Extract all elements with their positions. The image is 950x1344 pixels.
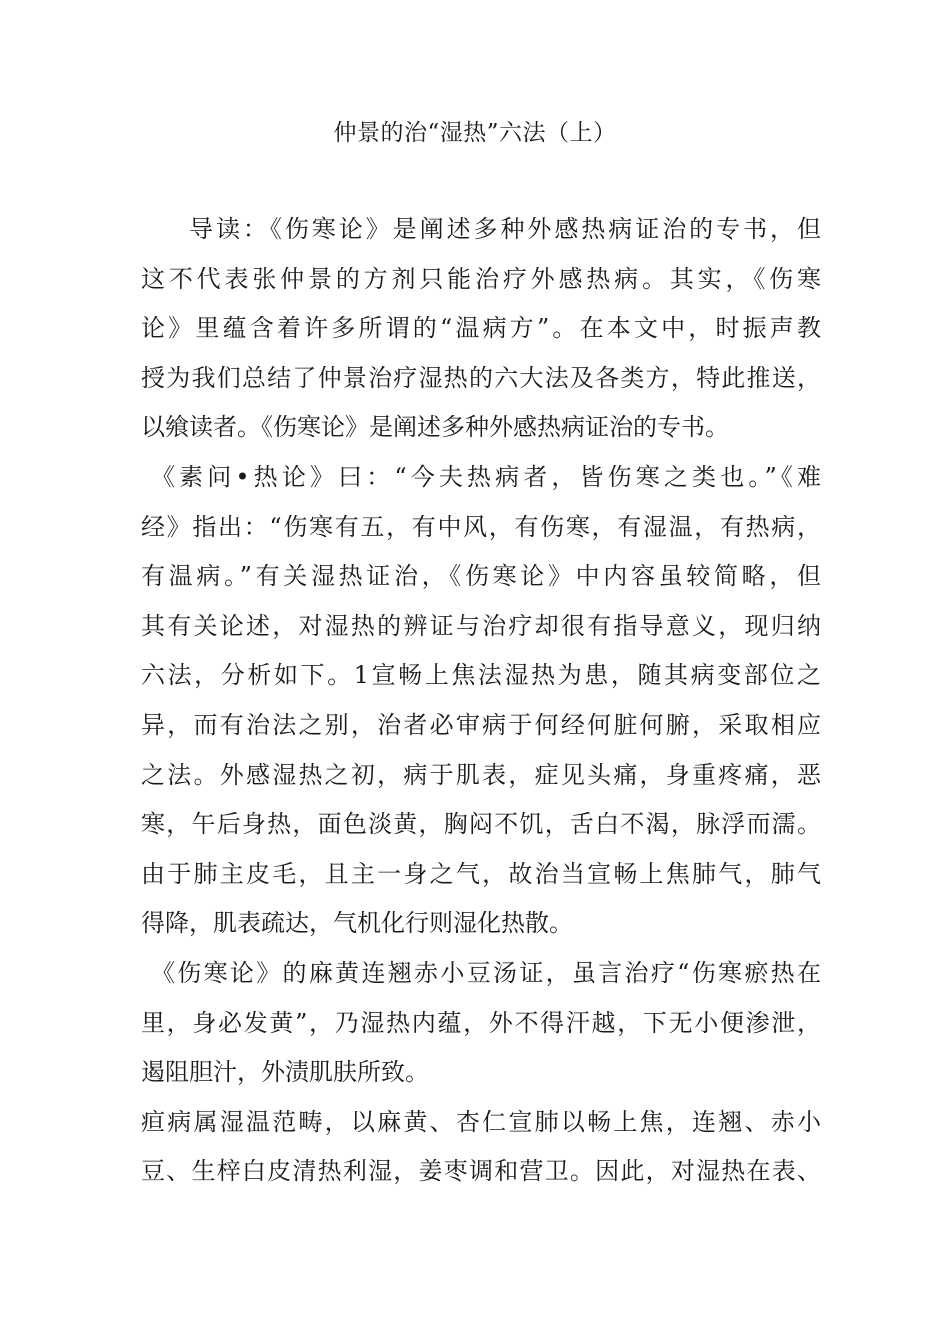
text-line-01: 导读：《伤寒论》是阐述多种外感热病证治的专书，但: [189, 215, 821, 243]
text-line-15: 得降，肌表疏达，气机化行则湿化热散。: [141, 909, 573, 938]
text-line-07: 经》指出：“伤寒有五，有中风，有伤寒，有湿温，有热病，: [141, 512, 821, 541]
text-line-03: 论》里蕴含着许多所谓的“温病方”。在本文中，时振声教: [141, 314, 821, 343]
text-line-06: 《素问•热论》曰：“今夫热病者，皆伤寒之类也。”《难: [151, 462, 821, 491]
text-line-13: 寒，午后身热，面色淡黄，胸闷不饥，舌白不渴，脉浮而濡。: [141, 810, 821, 839]
text-line-16: 《伤寒论》的麻黄连翘赤小豆汤证，虽言治疗“伤寒瘀热在: [151, 958, 821, 987]
text-line-14: 由于肺主皮毛，且主一身之气，故治当宣畅上焦肺气，肺气: [141, 859, 821, 888]
text-line-20: 豆、生梓白皮清热利湿，姜枣调和营卫。因此，对湿热在表、: [141, 1157, 821, 1186]
text-line-18: 遏阻胆汁，外渍肌肤所致。: [141, 1058, 429, 1087]
text-line-19: 疸病属湿温范畴，以麻黄、杏仁宣肺以畅上焦，连翘、赤小: [141, 1107, 821, 1136]
text-line-17: 里，身必发黄”，乃湿热内蕴，外不得汗越，下无小便渗泄，: [141, 1008, 821, 1037]
text-line-12: 之法。外感湿热之初，病于肌表，症见头痛，身重疼痛，恶: [141, 760, 821, 789]
text-line-05: 以飨读者。《伤寒论》是阐述多种外感热病证治的专书。: [141, 413, 729, 442]
text-line-04: 授为我们总结了仲景治疗湿热的六大法及各类方，特此推送，: [141, 363, 821, 392]
text-line-09: 其有关论述，对湿热的辨证与治疗却很有指导意义，现归纳: [141, 611, 821, 640]
text-line-02: 这不代表张仲景的方剂只能治疗外感热病。其实，《伤寒: [141, 264, 821, 293]
document-title: 仲景的治“湿热”六法（上）: [333, 120, 617, 146]
text-line-08: 有温病。”有关湿热证治，《伤寒论》中内容虽较简略，但: [141, 562, 821, 591]
text-line-10: 六法，分析如下。1宣畅上焦法湿热为患，随其病变部位之: [141, 661, 821, 690]
text-line-11: 异，而有治法之别，治者必审病于何经何脏何腑，采取相应: [141, 710, 821, 739]
document-body: [141, 205, 821, 1197]
